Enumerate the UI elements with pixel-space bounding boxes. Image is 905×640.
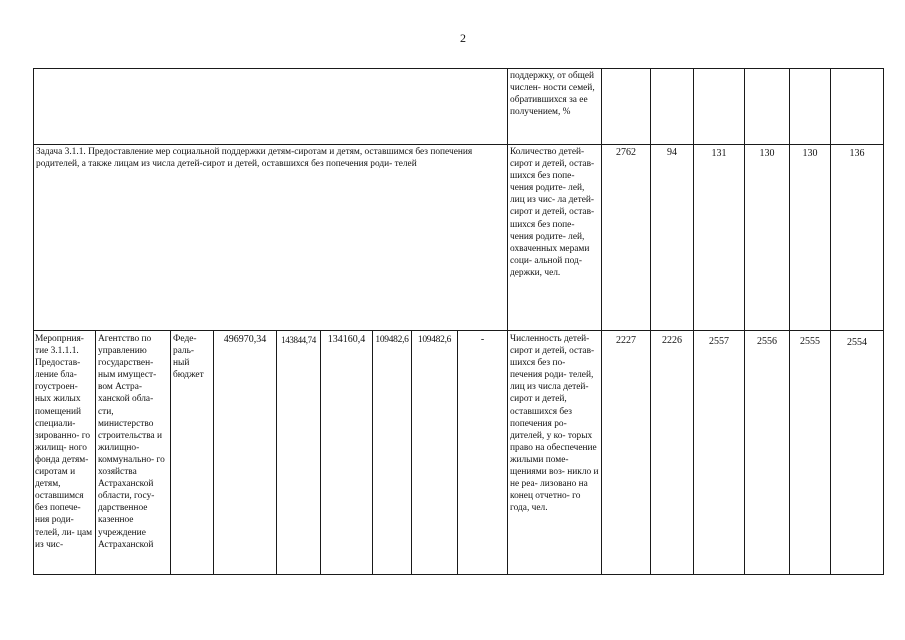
table-border-right <box>883 68 884 575</box>
table-border-top <box>33 68 884 69</box>
measure-value-6: 2554 <box>847 337 867 348</box>
top-indicator-text: поддержку, от общей числен- ности семей, обратившихся за ее получением, % <box>510 71 595 118</box>
task-value-4: 130 <box>759 148 775 159</box>
col-rule-a2 <box>276 330 277 575</box>
task-value-2: 94 <box>667 147 677 158</box>
measure-value-5: 2555 <box>800 336 820 347</box>
col-rule-a1 <box>213 330 214 575</box>
col-rule-v6 <box>830 68 831 575</box>
amount-year-4: 109482,6 <box>417 335 452 345</box>
measure-value-4: 2556 <box>757 336 777 347</box>
page-number: 2 <box>460 31 466 45</box>
col-rule-a6 <box>457 330 458 575</box>
measure-indicator: Численность детей-сирот и детей, остав- шихся без по- печения роди- телей, лиц из числа детей- сирот и детей, оставшихся без попечения ро- дителей, у ко- торых право на обеспечение жилыми поме- щениями воз- никло и не реа- лизовано на конец отчетно- го года, чел. <box>510 334 599 514</box>
col-rule-executor <box>95 330 96 575</box>
measure-value-1: 2227 <box>616 335 636 346</box>
amount-total: 496970,34 <box>223 334 267 345</box>
amount-year-5: - <box>480 334 485 345</box>
col-rule-v3 <box>693 68 694 575</box>
col-rule-a4 <box>372 330 373 575</box>
task-value-1: 2762 <box>616 147 636 158</box>
amount-year-3: 109482,6 <box>375 335 409 345</box>
table-border-left <box>33 68 34 575</box>
col-rule-source <box>170 330 171 575</box>
task-value-3: 131 <box>711 148 727 159</box>
measure-value-3: 2557 <box>709 336 729 347</box>
col-rule-v5 <box>789 68 790 575</box>
measure-executor: Агентство по управлению государствен- ным имущест- вом Астра- ханской обла- сти, министерство строительства и жилищно- коммунально- го хозяйства Астраханской области, госу- дарственное казенное учреждение Астраханской <box>98 334 165 550</box>
amount-year-2: 134160,4 <box>327 334 366 345</box>
measure-value-2: 2226 <box>662 335 682 346</box>
task-label: Задача 3.1.1. Предоставление мер социальной поддержки детям-сиротам и детям, оставшимся без попечения родителей, а также лицам из числа детей-сирот и детей, оставшихся без попечения роди- телей <box>36 147 473 170</box>
col-rule-v2 <box>650 68 651 575</box>
row-divider-1 <box>33 144 884 145</box>
col-rule-v4 <box>744 68 745 575</box>
report-table <box>33 68 884 575</box>
task-value-5: 130 <box>802 148 818 159</box>
col-rule-a3 <box>320 330 321 575</box>
measure-source: Феде- раль- ный бюджет <box>173 334 204 381</box>
amount-year-1: 143844,74 <box>281 335 316 345</box>
col-rule-indicator <box>507 68 508 575</box>
col-rule-v1 <box>601 68 602 575</box>
task-indicator: Количество детей-сирот и детей, остав- шихся без попе- чения родите- лей, лиц из чис- ла детей-сирот и детей, остав- шихся без попе- чения родите- лей, охваченных мерами соци- альной под- держки, чел. <box>510 147 595 278</box>
task-value-6: 136 <box>849 148 865 159</box>
row-divider-2 <box>33 330 884 331</box>
col-rule-a5 <box>411 330 412 575</box>
table-border-bottom <box>33 574 884 575</box>
measure-name: Меропрния- тие 3.1.1.1. Предостав- ление бла- гоустроен- ных жилых помещений специали- зированно- го жилищ- ного фонда детям- сиротам и детям, оставшимся без попече- ния роди- телей, ли- цам из чис- <box>35 334 93 550</box>
